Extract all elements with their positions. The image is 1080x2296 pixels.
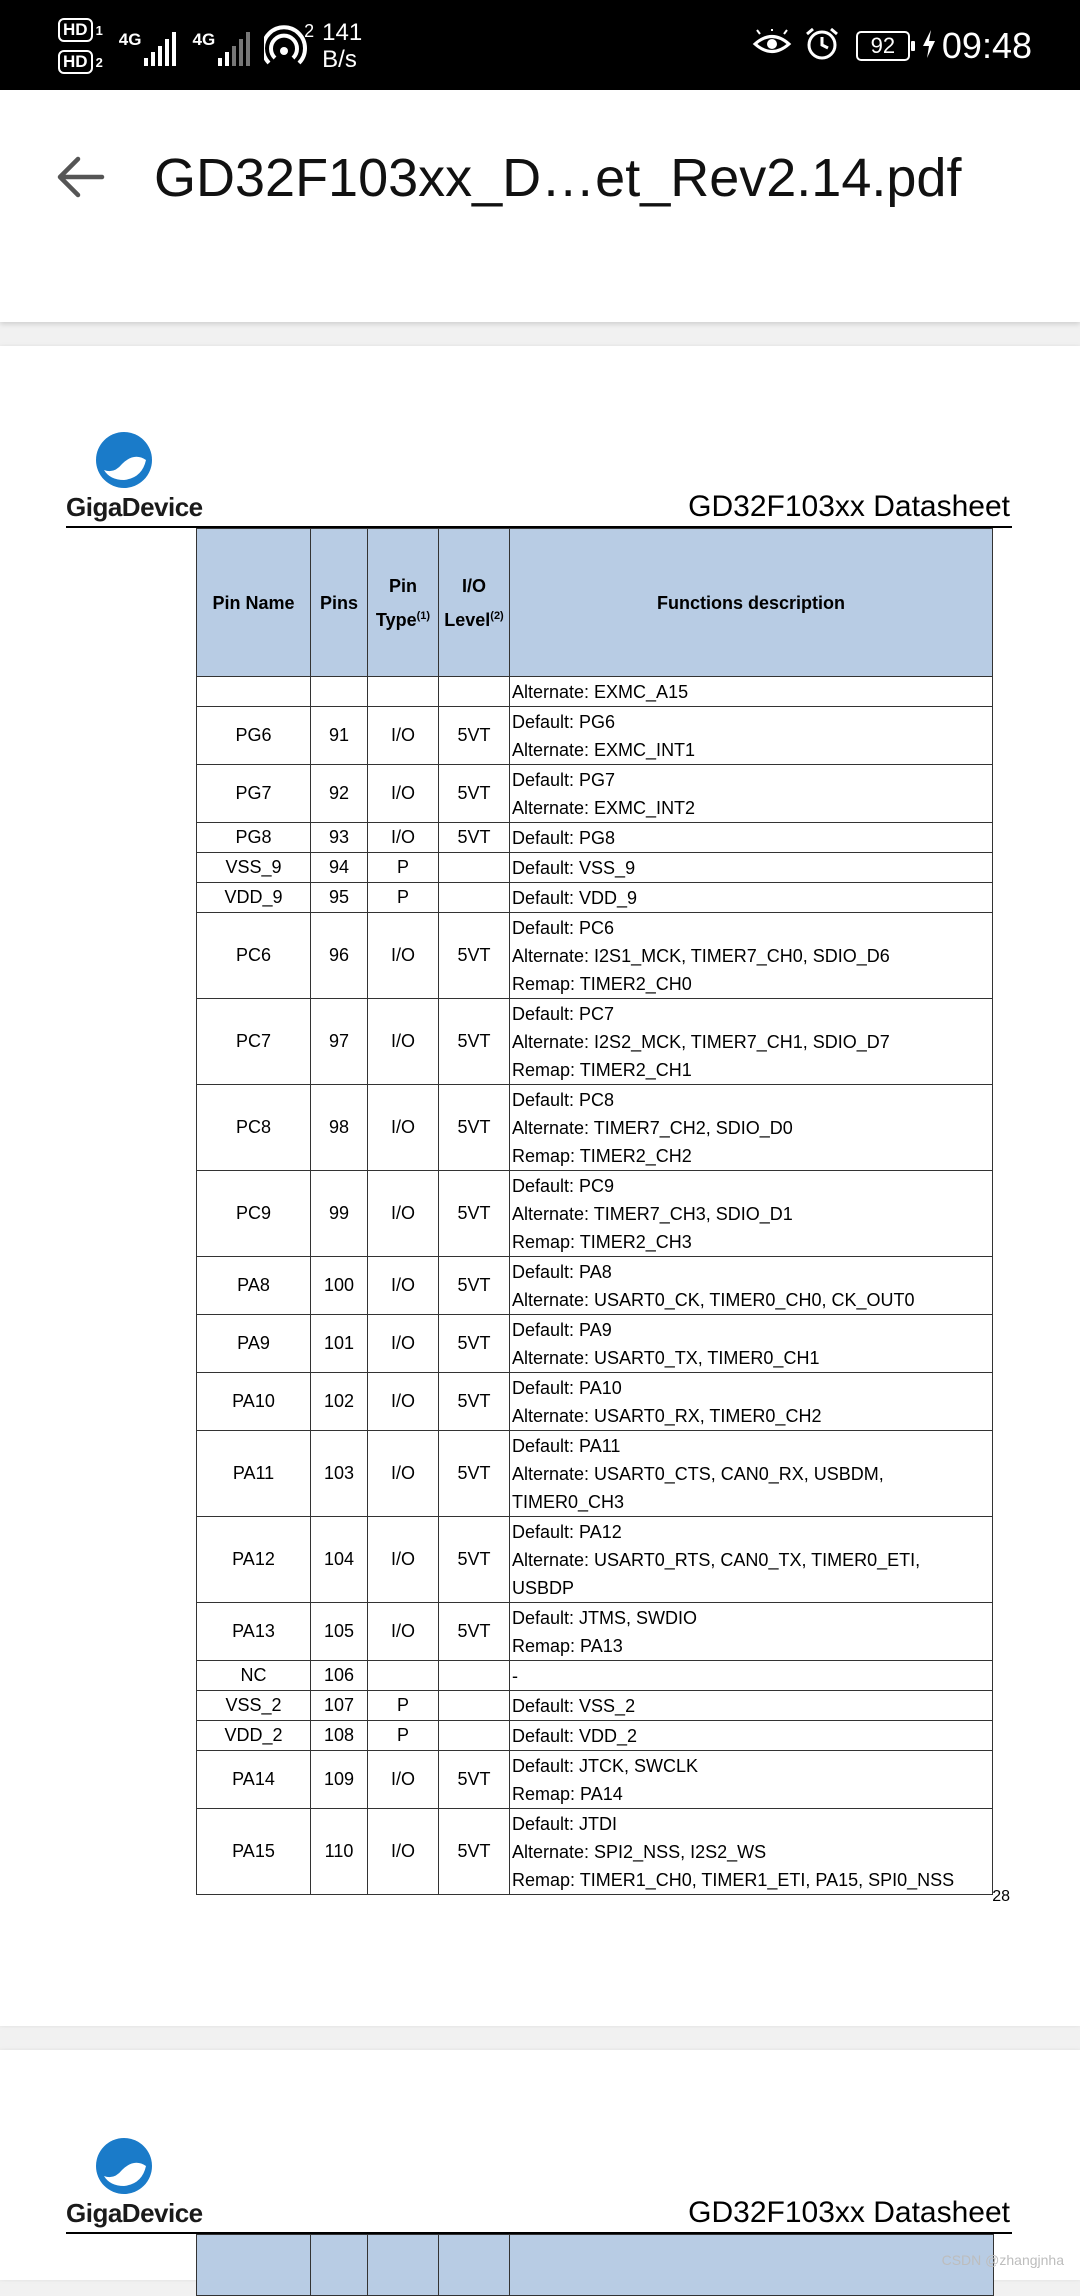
table-row <box>197 707 993 765</box>
pin-number-cell <box>311 677 368 707</box>
pin-type-cell: P <box>368 1691 439 1721</box>
pin-name-cell: PG8 <box>197 823 311 853</box>
pin-table-body <box>197 677 993 1895</box>
function-line: TIMER0_CH3 <box>512 1491 625 1512</box>
function-line: - <box>512 1665 518 1686</box>
hd-voice-2-icon: HD <box>58 50 93 74</box>
pin-type-cell: I/O <box>368 823 439 853</box>
pin-type-cell: I/O <box>368 1603 439 1661</box>
table-header-row <box>196 2234 994 2296</box>
pin-number-cell: 107 <box>311 1691 368 1721</box>
pin-name-cell: PA8 <box>197 1257 311 1315</box>
function-line: Remap: TIMER2_CH3 <box>512 1231 692 1252</box>
function-line: Alternate: EXMC_A15 <box>512 681 689 702</box>
table-row <box>197 1431 993 1517</box>
io-level-cell <box>439 677 510 707</box>
battery-level: 92 <box>870 33 896 58</box>
pin-name-cell: PC8 <box>197 1085 311 1171</box>
pin-type-cell: I/O <box>368 1809 439 1895</box>
pin-number-cell: 108 <box>311 1721 368 1751</box>
table-row <box>197 1691 993 1721</box>
function-line: Default: VDD_2 <box>512 1725 638 1746</box>
table-row <box>197 1517 993 1603</box>
function-line: Default: PG6 <box>512 711 616 732</box>
table-row <box>197 853 993 883</box>
table-row <box>197 913 993 999</box>
function-line: Alternate: I2S1_MCK, TIMER7_CH0, SDIO_D6 <box>512 945 890 966</box>
function-line: Default: JTCK, SWCLK <box>512 1755 699 1776</box>
pin-type-cell: I/O <box>368 999 439 1085</box>
io-level-cell <box>439 1691 510 1721</box>
io-level-cell: 5VT <box>439 1373 510 1431</box>
pin-number-cell: 91 <box>311 707 368 765</box>
functions-cell <box>510 1373 993 1431</box>
function-line: Default: PA12 <box>512 1521 622 1542</box>
functions-cell <box>510 883 993 913</box>
pin-name-cell: PA13 <box>197 1603 311 1661</box>
pin-number-cell: 98 <box>311 1085 368 1171</box>
pin-name-cell: PA12 <box>197 1517 311 1603</box>
app-header <box>0 90 1080 322</box>
pin-name-cell: PC9 <box>197 1171 311 1257</box>
pin-name-cell: PA15 <box>197 1809 311 1895</box>
function-line: Default: PG7 <box>512 769 616 790</box>
io-level-cell <box>439 1661 510 1691</box>
pin-number-cell: 95 <box>311 883 368 913</box>
pin-type-cell: I/O <box>368 707 439 765</box>
pin-number-cell: 96 <box>311 913 368 999</box>
gigadevice-logo-icon <box>94 430 154 490</box>
table-row <box>197 677 993 707</box>
functions-cell <box>510 1721 993 1751</box>
hotspot-icon <box>264 21 315 69</box>
functions-cell <box>510 1751 993 1809</box>
brand-name: GigaDevice <box>66 492 203 522</box>
pin-number-cell: 102 <box>311 1373 368 1431</box>
table-row <box>197 765 993 823</box>
functions-cell <box>510 1431 993 1517</box>
function-line: Default: PC8 <box>512 1089 615 1110</box>
function-line: Alternate: USART0_CK, TIMER0_CH0, CK_OUT0 <box>512 1289 915 1310</box>
table-row <box>197 1721 993 1751</box>
col-pin-type-label: Pin Type <box>375 575 417 630</box>
pin-number-cell: 104 <box>311 1517 368 1603</box>
table-row <box>197 1257 993 1315</box>
gigadevice-logo-icon <box>94 2136 154 2196</box>
function-line: Remap: TIMER2_CH2 <box>512 1145 692 1166</box>
footnote-2: (2) <box>490 609 504 622</box>
function-line: Default: PA10 <box>512 1377 622 1398</box>
pin-number-cell: 105 <box>311 1603 368 1661</box>
function-line: Default: PC9 <box>512 1175 615 1196</box>
function-line: Default: PA8 <box>512 1261 612 1282</box>
io-level-cell: 5VT <box>439 1809 510 1895</box>
functions-cell <box>510 853 993 883</box>
table-header-row <box>197 529 993 677</box>
battery-icon <box>856 31 910 61</box>
pin-number-cell: 109 <box>311 1751 368 1809</box>
function-line: Remap: PA14 <box>512 1783 623 1804</box>
pin-name-cell: PG7 <box>197 765 311 823</box>
function-line: Alternate: I2S2_MCK, TIMER7_CH1, SDIO_D7 <box>512 1031 890 1052</box>
table-row <box>197 999 993 1085</box>
table-row <box>197 1085 993 1171</box>
pin-name-cell: PC7 <box>197 999 311 1085</box>
function-line: Default: PG8 <box>512 827 616 848</box>
io-level-cell: 5VT <box>439 1085 510 1171</box>
function-line: Alternate: USART0_RTS, CAN0_TX, TIMER0_ETI, <box>512 1549 921 1570</box>
io-level-cell: 5VT <box>439 999 510 1085</box>
footnote-1: (1) <box>416 609 431 622</box>
pin-type-cell: I/O <box>368 1257 439 1315</box>
pin-type-cell: I/O <box>368 1431 439 1517</box>
col-pin-name: Pin Name <box>197 529 311 677</box>
pin-type-cell: I/O <box>368 1085 439 1171</box>
pin-name-cell: PA11 <box>197 1431 311 1517</box>
io-level-cell: 5VT <box>439 1315 510 1373</box>
function-line: Alternate: USART0_CTS, CAN0_RX, USBDM, <box>512 1463 884 1484</box>
function-line: Default: JTMS, SWDIO <box>512 1607 698 1628</box>
io-level-cell <box>439 1721 510 1751</box>
pin-type-cell <box>368 1661 439 1691</box>
pdf-page-next <box>0 2050 1080 2280</box>
functions-cell <box>510 707 993 765</box>
functions-cell <box>510 1257 993 1315</box>
pin-type-cell: I/O <box>368 765 439 823</box>
function-line: Alternate: TIMER7_CH3, SDIO_D1 <box>512 1203 793 1224</box>
clock: 09:48 <box>941 25 1032 66</box>
functions-cell <box>510 1517 993 1603</box>
eye-comfort-icon <box>752 29 792 64</box>
col-pins: Pins <box>311 529 368 677</box>
back-arrow-icon <box>54 150 108 204</box>
back-button[interactable] <box>54 150 108 204</box>
function-line: Alternate: TIMER7_CH2, SDIO_D0 <box>512 1117 793 1138</box>
pin-type-cell <box>368 677 439 707</box>
table-row <box>197 1809 993 1895</box>
functions-cell <box>510 765 993 823</box>
io-level-cell: 5VT <box>439 1257 510 1315</box>
pin-name-cell <box>197 677 311 707</box>
table-row <box>197 883 993 913</box>
pin-type-cell: I/O <box>368 1171 439 1257</box>
sim-2-index: 2 <box>95 54 103 70</box>
functions-cell <box>510 1085 993 1171</box>
pin-name-cell: PG6 <box>197 707 311 765</box>
pin-type-cell: I/O <box>368 1373 439 1431</box>
functions-cell <box>510 1171 993 1257</box>
charging-icon <box>922 30 936 63</box>
pin-name-cell: NC <box>197 1661 311 1691</box>
table-row <box>197 1171 993 1257</box>
pin-type-cell: P <box>368 853 439 883</box>
pin-type-cell: I/O <box>368 1751 439 1809</box>
functions-cell <box>510 1315 993 1373</box>
datasheet-title: GD32F103xx Datasheet <box>688 2196 1010 2229</box>
pin-type-cell: I/O <box>368 913 439 999</box>
io-level-cell <box>439 853 510 883</box>
functions-cell <box>510 823 993 853</box>
brand-name: GigaDevice <box>66 2198 203 2228</box>
pin-name-cell: PC6 <box>197 913 311 999</box>
signal-sim1-icon <box>119 26 177 66</box>
table-row <box>197 1603 993 1661</box>
table-row <box>197 1751 993 1809</box>
function-line: USBDP <box>512 1577 575 1598</box>
table-row <box>197 1315 993 1373</box>
function-line: Default: PC7 <box>512 1003 615 1024</box>
speed-unit: B/s <box>322 46 357 73</box>
pin-number-cell: 106 <box>311 1661 368 1691</box>
io-level-cell: 5VT <box>439 913 510 999</box>
pin-name-cell: VSS_9 <box>197 853 311 883</box>
function-line: Default: PC6 <box>512 917 615 938</box>
pin-type-cell: P <box>368 1721 439 1751</box>
pin-name-cell: PA9 <box>197 1315 311 1373</box>
io-level-cell <box>439 883 510 913</box>
network-type-2: 4G <box>192 30 216 49</box>
table-row <box>197 1661 993 1691</box>
signal-sim2-icon <box>192 26 250 66</box>
function-line: Alternate: USART0_RX, TIMER0_CH2 <box>512 1405 822 1426</box>
col-io-level-label: I/O Level <box>444 575 491 630</box>
io-level-cell: 5VT <box>439 707 510 765</box>
functions-cell <box>510 1691 993 1721</box>
table-row <box>197 1373 993 1431</box>
pin-number-cell: 94 <box>311 853 368 883</box>
pin-number-cell: 97 <box>311 999 368 1085</box>
table-row <box>197 823 993 853</box>
io-level-cell: 5VT <box>439 765 510 823</box>
function-line: Alternate: EXMC_INT1 <box>512 739 696 760</box>
pin-name-cell: PA10 <box>197 1373 311 1431</box>
pin-table <box>196 528 993 1895</box>
io-level-cell: 5VT <box>439 823 510 853</box>
document-title: GD32F103xx_D…et_Rev2.14.pdf <box>154 148 962 208</box>
pin-name-cell: VDD_9 <box>197 883 311 913</box>
pin-number-cell: 101 <box>311 1315 368 1373</box>
pin-type-cell: P <box>368 883 439 913</box>
network-speed <box>322 19 362 73</box>
hd-voice-1-icon: HD <box>58 18 93 42</box>
col-functions: Functions description <box>510 529 993 677</box>
pin-number-cell: 100 <box>311 1257 368 1315</box>
pin-number-cell: 99 <box>311 1171 368 1257</box>
functions-cell <box>510 1661 993 1691</box>
function-line: Remap: TIMER1_CH0, TIMER1_ETI, PA15, SPI0_NSS <box>512 1869 955 1890</box>
pin-type-cell: I/O <box>368 1517 439 1603</box>
function-line: Alternate: EXMC_INT2 <box>512 797 696 818</box>
functions-cell <box>510 677 993 707</box>
function-line: Default: PA9 <box>512 1319 612 1340</box>
functions-cell <box>510 1603 993 1661</box>
network-type-1: 4G <box>118 30 142 49</box>
pin-name-cell: PA14 <box>197 1751 311 1809</box>
io-level-cell: 5VT <box>439 1171 510 1257</box>
pin-number-cell: 103 <box>311 1431 368 1517</box>
datasheet-title: GD32F103xx Datasheet <box>688 490 1010 523</box>
pin-number-cell: 110 <box>311 1809 368 1895</box>
speed-value: 141 <box>322 19 363 46</box>
pdf-page <box>0 346 1080 2026</box>
page-number: 28 <box>992 1888 1010 1905</box>
pin-name-cell: VDD_2 <box>197 1721 311 1751</box>
alarm-icon <box>804 26 840 67</box>
function-line: Default: VDD_9 <box>512 887 638 908</box>
col-io-level <box>439 529 510 677</box>
function-line: Default: JTDI <box>512 1813 618 1834</box>
function-line: Default: VSS_9 <box>512 857 636 878</box>
function-line: Alternate: USART0_TX, TIMER0_CH1 <box>512 1347 820 1368</box>
io-level-cell: 5VT <box>439 1603 510 1661</box>
pin-number-cell: 92 <box>311 765 368 823</box>
pin-type-cell: I/O <box>368 1315 439 1373</box>
function-line: Default: VSS_2 <box>512 1695 636 1716</box>
pin-name-cell: VSS_2 <box>197 1691 311 1721</box>
io-level-cell: 5VT <box>439 1751 510 1809</box>
function-line: Default: PA11 <box>512 1435 621 1456</box>
col-pin-type <box>368 529 439 677</box>
functions-cell <box>510 1809 993 1895</box>
hotspot-count: 2 <box>304 21 315 41</box>
functions-cell <box>510 913 993 999</box>
status-bar <box>0 0 1080 90</box>
io-level-cell: 5VT <box>439 1431 510 1517</box>
function-line: Remap: PA13 <box>512 1635 623 1656</box>
sim-1-index: 1 <box>95 22 103 38</box>
function-line: Alternate: SPI2_NSS, I2S2_WS <box>512 1841 767 1862</box>
function-line: Remap: TIMER2_CH0 <box>512 973 692 994</box>
io-level-cell: 5VT <box>439 1517 510 1603</box>
functions-cell <box>510 999 993 1085</box>
function-line: Remap: TIMER2_CH1 <box>512 1059 692 1080</box>
pin-number-cell: 93 <box>311 823 368 853</box>
watermark: CSDN @zhangjnha <box>941 2252 1064 2268</box>
